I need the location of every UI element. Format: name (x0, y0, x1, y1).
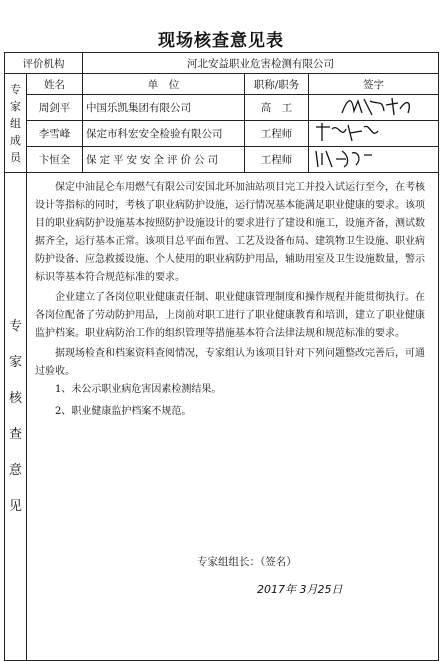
header-signature: 签字 (309, 74, 439, 95)
member-unit: 保定平安安全评价公司 (83, 147, 245, 173)
member-row (5, 121, 439, 147)
header-row (5, 74, 439, 95)
header-title: 职称/职务 (245, 74, 309, 95)
member-title: 工程师 (245, 147, 309, 173)
member-signature (309, 95, 439, 121)
org-label: 评价机构 (5, 53, 83, 74)
issue-item: 2、职业健康监护档案不规范。 (55, 406, 192, 417)
form-title: 现场核查意见表 (158, 31, 284, 51)
opinion-row (5, 173, 439, 661)
header-unit: 单 位 (83, 74, 245, 95)
opinion-paragraph: 保定中油昆仑车用燃气有限公司安国北环加油站项目完工并投入试运行至今，在考核设计等指标的同时，考核了职业病防护设施，运行情况基本能满足职业健康的要求。该项目的职业病防护设施基本按照防护设施设计的要求进行了建设和施工，设施齐备，测试数据齐全，运行基本正常。该项目总平面布置、工艺及设备布局、建筑物卫生设施、职业病防护设备、应急救援设施、个人使用的职业病防护用品，辅助用室及卫生设施数量，警示标识等基本符合规范标准的要求。 (35, 182, 425, 283)
opinion-body (27, 173, 439, 661)
member-signature (309, 147, 439, 173)
leader-signature-label: 专家组组长：（签名） (197, 556, 297, 568)
expert-group-text: 专家组成员 (10, 82, 21, 164)
handwritten-signature-icon (312, 147, 432, 169)
member-row (5, 147, 439, 173)
member-unit: 保定市科宏安全检验有限公司 (83, 121, 245, 147)
org-name: 河北安益职业危害检测有限公司 (83, 53, 439, 74)
handwritten-signature-icon (312, 95, 432, 117)
member-title: 工程师 (245, 121, 309, 147)
member-signature (309, 121, 439, 147)
header-name: 姓名 (27, 74, 83, 95)
member-name: 卞恒全 (27, 147, 83, 173)
expert-group-label (5, 74, 27, 173)
member-unit: 中国乐凯集团有限公司 (83, 95, 245, 121)
issue-item: 1、未公示职业病危害因素检测结果。 (55, 384, 222, 395)
org-row (5, 53, 439, 74)
opinion-paragraph: 据现场检查和档案资料查阅情况，专家组认为该项目针对下列问题整改完善后，可通过验收。 (35, 348, 425, 377)
member-name: 周剑平 (27, 95, 83, 121)
opinion-paragraph: 企业建立了各岗位职业健康责任制、职业健康管理制度和操作规程并能贯彻执行。在各岗位配备了劳动防护用品，上岗前对职工进行了职业健康教育和培训，建立了职业健康监护档案。职业病防治工作的组织管理等措施基本符合法律法规和规范标准的要求。 (35, 292, 425, 339)
inspection-form (4, 52, 439, 661)
opinion-label-text: 专家核查意见 (8, 318, 22, 514)
handwritten-signature-icon (312, 121, 432, 143)
opinion-label (5, 173, 27, 661)
member-row (5, 95, 439, 121)
member-name: 李雪峰 (27, 121, 83, 147)
member-title: 高 工 (245, 95, 309, 121)
signed-date: 2017年 3月25日 (257, 583, 343, 596)
